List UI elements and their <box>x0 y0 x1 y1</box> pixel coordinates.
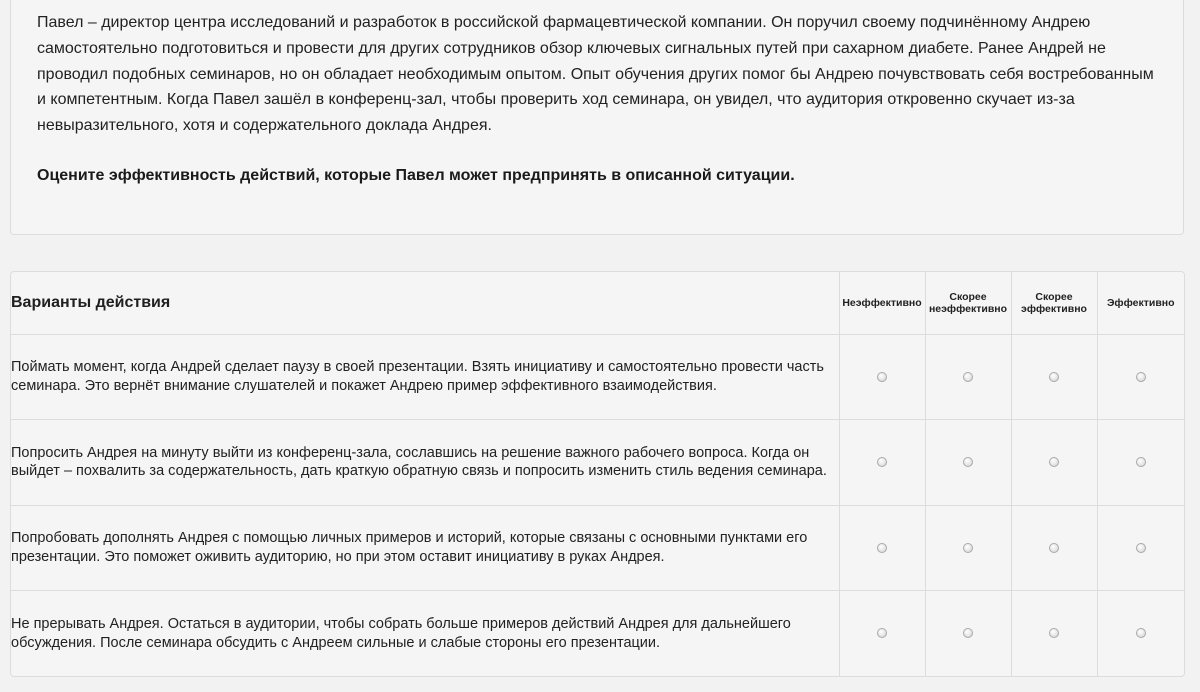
column-header-effective: Эффективно <box>1097 272 1184 334</box>
radio-rather-ineffective[interactable] <box>963 372 973 382</box>
scenario-question: Оцените эффективность действий, которые Павел может предпринять в описанной ситуации. <box>37 166 795 184</box>
radio-effective[interactable] <box>1136 628 1146 638</box>
action-option-text: Попросить Андрея на минуту выйти из конференц-зала, сославшись на решение важного рабочего вопроса. Когда он выйдет – похвалить за содержательность, дать краткую обратную связь и попросить изменить стиль ведения семинара. <box>11 420 839 506</box>
radio-rather-effective[interactable] <box>1049 457 1059 467</box>
radio-cell <box>925 505 1011 591</box>
radio-rather-effective[interactable] <box>1049 372 1059 382</box>
radio-rather-ineffective[interactable] <box>963 543 973 553</box>
column-header-rather-effective: Скорее эффективно <box>1011 272 1097 334</box>
radio-cell <box>925 334 1011 420</box>
scenario-text: Павел – директор центра исследований и разработок в российской фармацевтической компании. Он поручил своему подчинённому Андрею самостоятельно подготовиться и провести для других сотрудников обзор ключевых сигнальных путей при сахарном диабете. Ранее Андрей не проводил подобных семинаров, но он обладает необходимым опытом. Опыт обучения других помог бы Андрею почувствовать себя востребованным и компетентным. Когда Павел зашёл в конференц-зал, чтобы проверить ход семинара, он увидел, что аудитория откровенно скучает из-за невыразительного, хотя и содержательного доклада Андрея. <box>37 14 1154 135</box>
action-option-text: Не прерывать Андрея. Остаться в аудитории, чтобы собрать больше примеров действий Андрея для дальнейшего обсуждения. После семинара обсудить с Андреем сильные и слабые стороны его презентации. <box>11 616 791 651</box>
radio-cell <box>925 420 1011 506</box>
radio-cell <box>1097 591 1184 677</box>
radio-cell <box>839 505 925 591</box>
table-row <box>11 505 1184 591</box>
radio-cell <box>1011 505 1097 591</box>
radio-effective[interactable] <box>1136 543 1146 553</box>
radio-rather-effective[interactable] <box>1049 628 1059 638</box>
table-row <box>11 334 1184 420</box>
radio-ineffective[interactable] <box>877 372 887 382</box>
radio-rather-ineffective[interactable] <box>963 628 973 638</box>
radio-cell <box>1011 591 1097 677</box>
radio-cell <box>1011 334 1097 420</box>
radio-cell <box>839 420 925 506</box>
radio-ineffective[interactable] <box>877 543 887 553</box>
radio-rather-ineffective[interactable] <box>963 457 973 467</box>
radio-ineffective[interactable] <box>877 628 887 638</box>
radio-cell <box>839 591 925 677</box>
table-header-row <box>11 272 1184 334</box>
column-header-actions: Варианты действия <box>11 272 839 334</box>
table-row <box>11 420 1184 506</box>
action-option-text: Поймать момент, когда Андрей сделает паузу в своей презентации. Взять инициативу и самостоятельно провести часть семинара. Это вернёт внимание слушателей и покажет Андрею пример эффективного взаимодействия. <box>11 334 839 420</box>
radio-effective[interactable] <box>1136 457 1146 467</box>
action-option-text: Попробовать дополнять Андрея с помощью личных примеров и историй, которые связаны с основными пунктами его презентации. Это поможет оживить аудиторию, но при этом оставит инициативу в руках Андрея. <box>11 505 839 591</box>
radio-cell <box>1097 505 1184 591</box>
actions-table-card <box>10 271 1185 677</box>
radio-cell <box>925 591 1011 677</box>
radio-cell <box>1097 420 1184 506</box>
radio-effective[interactable] <box>1136 372 1146 382</box>
radio-cell <box>1011 420 1097 506</box>
radio-rather-effective[interactable] <box>1049 543 1059 553</box>
radio-cell <box>839 334 925 420</box>
radio-ineffective[interactable] <box>877 457 887 467</box>
radio-cell <box>1097 334 1184 420</box>
scenario-card <box>10 0 1184 235</box>
column-header-rather-ineffective: Скорее неэффективно <box>925 272 1011 334</box>
column-header-ineffective: Неэффективно <box>839 272 925 334</box>
table-row <box>11 591 1184 677</box>
actions-table <box>11 272 1184 676</box>
